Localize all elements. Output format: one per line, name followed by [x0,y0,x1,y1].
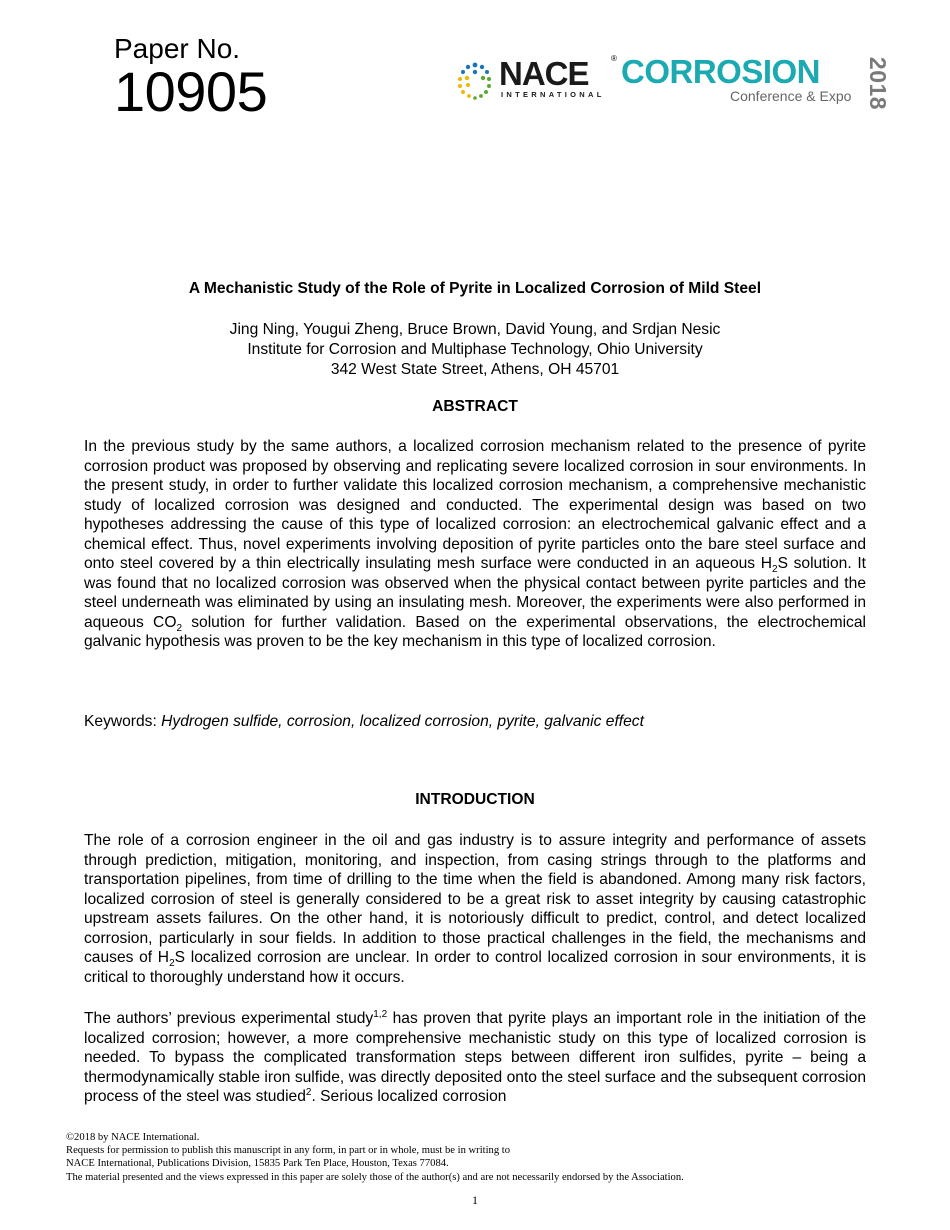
abstract-heading: ABSTRACT [432,398,518,415]
paper-label: Paper No. [114,33,241,64]
keywords-label: Keywords: [84,713,162,730]
intro-paragraph-2 [84,1009,866,1107]
nace-wordmark: NACE [499,55,589,92]
nace-corrosion-logo [455,54,895,110]
intro-p2-text-b: has proven that pyrite plays an important role in the initiation of the localized corrosion; however, a more comprehensive mechanistic study on this type of localized corrosion is needed. To bypass the complicated transformation steps between different iron sulfides, pyrite – being a thermodynamically stable iron sulfide, was directly deposited onto the steel surface and the subsequent corrosion process of the steel was studied [84,1010,866,1105]
conference-expo-text: Conference & Expo [730,88,852,104]
address: 342 West State Street, Athens, OH 45701 [330,361,620,378]
logo-year [859,56,893,111]
intro-p2-text-c: . Serious localized corrosion [311,1088,507,1105]
logo-year-text: 2018 [865,56,892,111]
registered-mark: ® [611,54,617,63]
nace-subtitle: INTERNATIONAL [501,90,605,99]
keywords-list: Hydrogen sulfide, corrosion, localized corrosion, pyrite, galvanic effect [161,713,644,730]
page-number: 1 [472,1193,478,1207]
nace-globe-icon [455,60,495,102]
abstract-paragraph [84,437,866,652]
intro-paragraph-1 [84,831,866,987]
citation-2: 2 [305,1086,312,1098]
footer-line-1: ©2018 by NACE International. [66,1132,200,1143]
citation-1-2: 1,2 [373,1008,388,1020]
affiliation: Institute for Corrosion and Multiphase Technology, Ohio University [247,341,703,358]
paper-number: 10905 [114,60,268,123]
footer-line-4: The material presented and the views expressed in this paper are solely those of the author(s) and are not necessarily endorsed by the Association. [66,1171,684,1183]
copyright-footer [66,1131,684,1184]
abstract-sub-2: 2 [176,622,183,634]
abstract-sub-1: 2 [772,564,778,576]
abstract-text-1: In the previous study by the same authors, a localized corrosion mechanism related to the presence of pyrite corrosion product was proposed by observing and replicating severe localized corrosion in sour environments. In the present study, in order to further validate this localized corrosion mechanism, a comprehensive mechanistic study of localized corrosion was designed and conducted. The experimental design was based on two hypotheses addressing the cause of this type of localized corrosion: an electrochemical galvanic effect and a chemical effect. Thus, novel experiments involving deposition of pyrite particles onto the bare steel surface and onto steel covered by a thin electrically insulating mesh surface were conducted in an aqueous H [84,438,866,572]
keywords [84,712,644,732]
intro-p1-text-b: S localized corrosion are unclear. In order to control localized corrosion in sour environments, it is critical to thoroughly understand how it occurs. [84,949,866,986]
introduction-heading: INTRODUCTION [415,791,535,808]
abstract-text-3: solution for further validation. Based on the experimental observations, the electrochemical galvanic hypothesis was proven to be the key mechanism in this type of localized corrosion. [84,613,866,650]
footer-line-2: Requests for permission to publish this manuscript in any form, in part or in whole, must be in writing to [66,1145,511,1157]
intro-p1-text-a: The role of a corrosion engineer in the oil and gas industry is to assure integrity and performance of assets through prediction, mitigation, monitoring, and inspection, from casing strings through to the platforms and transportation pipelines, from time of drilling to the time when the field is abandoned. Among many risk factors, localized corrosion of steel is generally considered to be a great risk to asset integrity by causing catastrophic upstream assets failures. On the other hand, it is notoriously difficult to predict, control, and detect localized corrosion, particularly in sour fields. In addition to those practical challenges in the field, the mechanisms and causes of H [84,832,866,966]
authors: Jing Ning, Yougui Zheng, Bruce Brown, David Young, and Srdjan Nesic [229,321,721,338]
author-block [0,320,950,380]
paper-number-block [114,33,268,123]
corrosion-wordmark: CORROSION [621,53,821,90]
abstract-text-2: S solution. It was found that no localized corrosion was observed when the physical contact between pyrite particles and the steel underneath was eliminated by using an insulating mesh. Moreover, the experiments were also performed in aqueous CO [84,555,866,631]
footer-line-3: NACE International, Publications Division, 15835 Park Ten Place, Houston, Texas 77084. [66,1158,449,1170]
intro-p2-text-a: The authors’ previous experimental study [84,1010,374,1027]
intro-p1-sub: 2 [169,958,175,970]
paper-title: A Mechanistic Study of the Role of Pyrite in Localized Corrosion of Mild Steel [188,280,762,297]
